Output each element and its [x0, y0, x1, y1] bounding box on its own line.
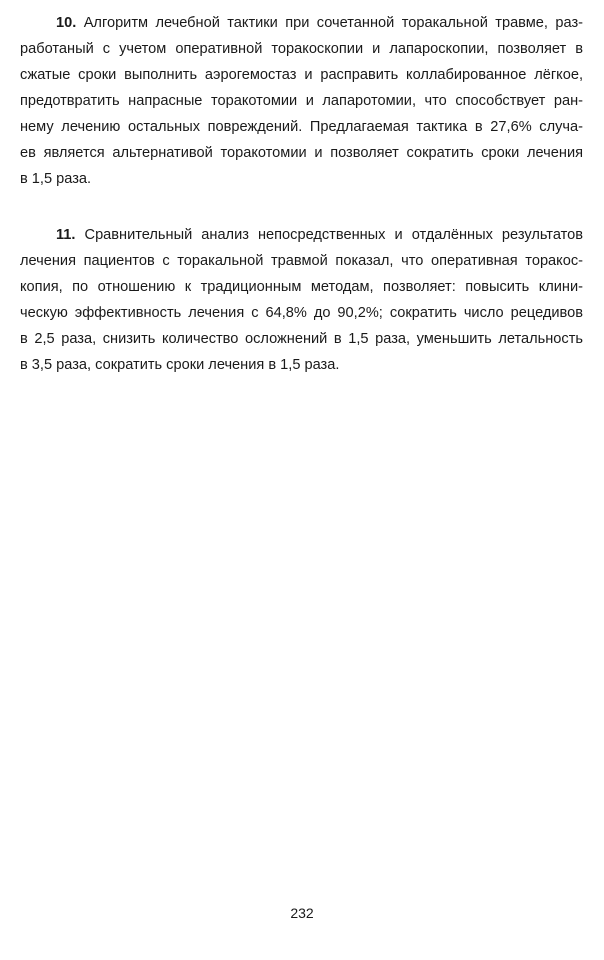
paragraph-10-line-1: 10. Алгоритм лечебной тактики при сочетанной торакальной травме, раз- [56, 15, 583, 31]
paragraph-10-number: 10. [56, 15, 77, 31]
paragraph-10-line-2: работаный с учетом оперативной торакоскопии и лапароскопии, позволяет в [20, 41, 583, 57]
paragraph-11-line-4: ческую эффективность лечения с 64,8% до 90,2%; сократить число рецедивов [20, 305, 583, 321]
page-number: 232 [290, 905, 314, 921]
paragraph-10-line-6: ев является альтернативой торакотомии и позволяет сократить сроки лечения [20, 145, 583, 161]
paragraph-10-line-5: нему лечению остальных повреждений. Предлагаемая тактика в 27,6% случа- [20, 119, 583, 135]
paragraph-11-line-3: копия, по отношению к традиционным методам, позволяет: повысить клини- [20, 279, 583, 295]
paragraph-11-line-5: в 2,5 раза, снизить количество осложнений в 1,5 раза, уменьшить летальность [20, 331, 583, 347]
paragraph-10-line-7: в 1,5 раза. [20, 171, 92, 187]
paragraph-10-line-3: сжатые сроки выполнить аэрогемостаз и расправить коллабированное лёгкое, [20, 67, 583, 83]
paragraph-11-line-2: лечения пациентов с торакальной травмой показал, что оперативная торакос- [20, 253, 583, 269]
paragraph-10-line-4: предотвратить напрасные торакотомии и лапаротомии, что способствует ран- [20, 93, 583, 109]
paragraph-11-line-1: 11. Сравнительный анализ непосредственных и отдалённых результатов [56, 227, 583, 243]
paragraph-11-line-6: в 3,5 раза, сократить сроки лечения в 1,5 раза. [20, 357, 340, 373]
paragraph-11-number: 11. [56, 227, 76, 243]
